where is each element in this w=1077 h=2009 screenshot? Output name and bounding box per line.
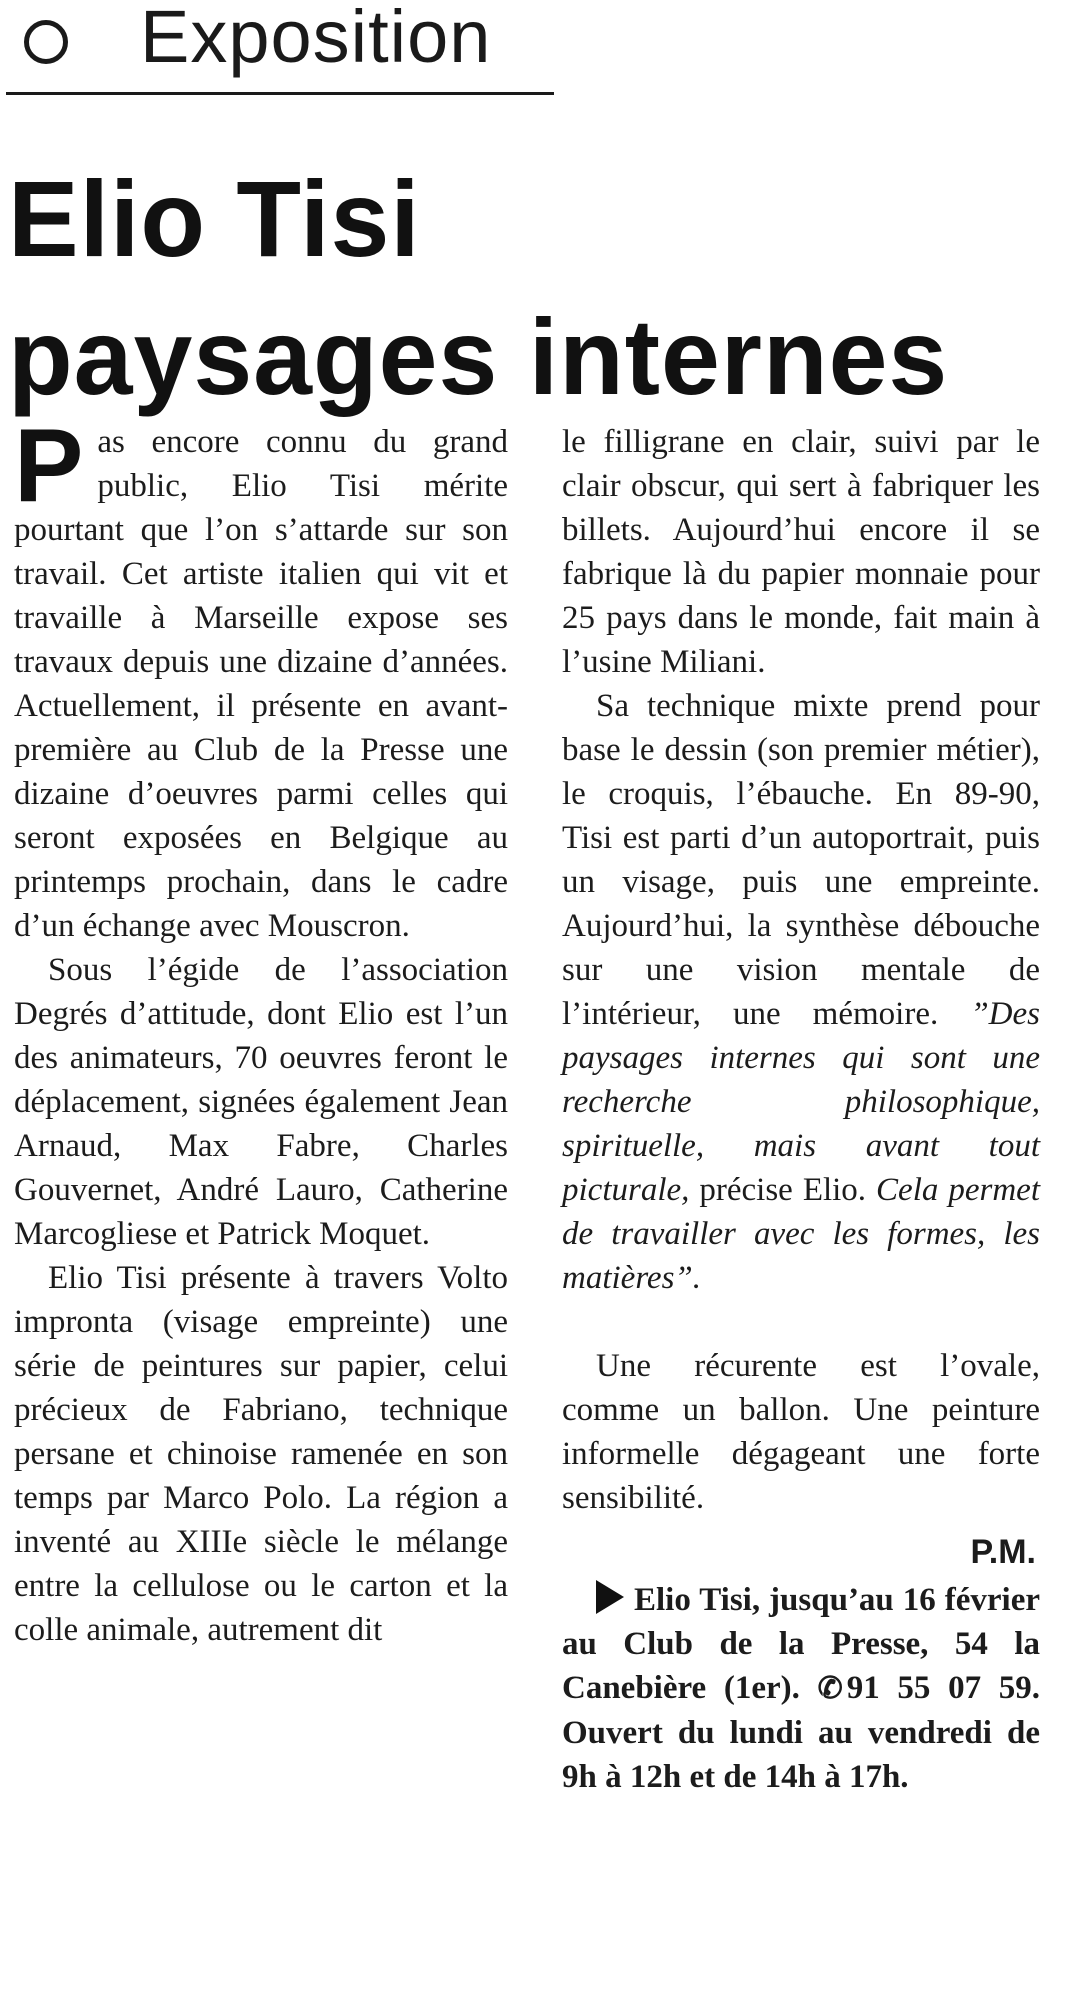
- article-column-right: [562, 420, 1040, 1799]
- practical-info: [562, 1578, 1040, 1799]
- quote-1: ”Des paysages internes qui sont une recherche philosophique, spirituelle, mais avant tout picturale,: [562, 996, 1040, 1208]
- info-main: Elio Tisi, jusqu’au 16 février au Club de la Presse, 54 la Canebière (1er).: [562, 1582, 1040, 1706]
- paragraph-2: Sous l’égide de l’association Degrés d’attitude, dont Elio est l’un des animateurs, 70 oeuvres feront le déplacement, signées également Jean Arnaud, Max Fabre, Charles Gouvernet, André Lauro, Catherine Marcogliese et Patrick Moquet.: [14, 952, 508, 1252]
- paragraph-5-mid: précise Elio.: [699, 1172, 867, 1208]
- paragraph-3: Elio Tisi présente à travers Volto impronta (visage empreinte) une série de peintures sur papier, celui précieux de Fabriano, technique persane et chinoise ramenée en son temps par Marco Polo. La région a inventé au XIIIe siècle le mélange entre la cellulose ou le carton et la colle animale, autrement dit: [14, 1260, 508, 1648]
- info-hours: 91 55 07 59. Ouvert du lundi au vendredi de 9h à 12h et de 14h à 17h.: [562, 1670, 1041, 1795]
- article-column-left: [14, 408, 508, 1652]
- paragraph-1-text: as encore connu du grand public, Elio Tisi mérite pourtant que l’on s’attarde sur son travail. Cet artiste italien qui vit et travaille à Marseille expose ses travaux depuis une dizaine d’années. Actuellement, il présente en avant-première au Club de la Presse une dizaine d’oeuvres parmi celles qui seront exposées en Belgique au printemps prochain, dans le cadre d’un échange avec Mouscron.: [14, 424, 508, 944]
- paragraph-1: [14, 408, 508, 948]
- rubric-label: Exposition: [140, 0, 492, 78]
- circle-icon: [24, 20, 68, 64]
- author-signature: P.M.: [970, 1533, 1036, 1571]
- paragraph-6: Une récurente est l’ovale, comme un ballon. Une peinture informelle dégageant une forte sensibilité.: [562, 1348, 1040, 1516]
- headline-line-1: Elio Tisi: [8, 158, 421, 279]
- drop-cap: P: [14, 408, 84, 524]
- paragraph-4: le filligrane en clair, suivi par le clair obscur, qui sert à fabriquer les billets. Aujourd’hui encore il se fabrique là du papier monnaie pour 25 pays dans le monde, fait main à l’usine Miliani.: [562, 424, 1040, 680]
- section-rubric: [6, 0, 554, 95]
- headline-line-2: paysages internes: [8, 296, 949, 417]
- arrow-icon: [596, 1580, 624, 1614]
- paragraph-5: [562, 684, 1040, 1300]
- paragraph-5-start: Sa technique mixte prend pour base le dessin (son premier métier), le croquis, l’ébauche. En 89-90, Tisi est parti d’un autoportrait, puis un visage, puis une empreinte. Aujourd’hui, la synthèse débouche sur une vision mentale de l’intérieur, une mémoire.: [562, 688, 1040, 1032]
- article-headline: [8, 150, 1047, 426]
- paragraph-gap: [562, 1300, 1040, 1344]
- quote-2: Cela permet de travailler avec les formes, les matières”.: [562, 1172, 1040, 1296]
- phone-icon: ✆: [817, 1672, 843, 1705]
